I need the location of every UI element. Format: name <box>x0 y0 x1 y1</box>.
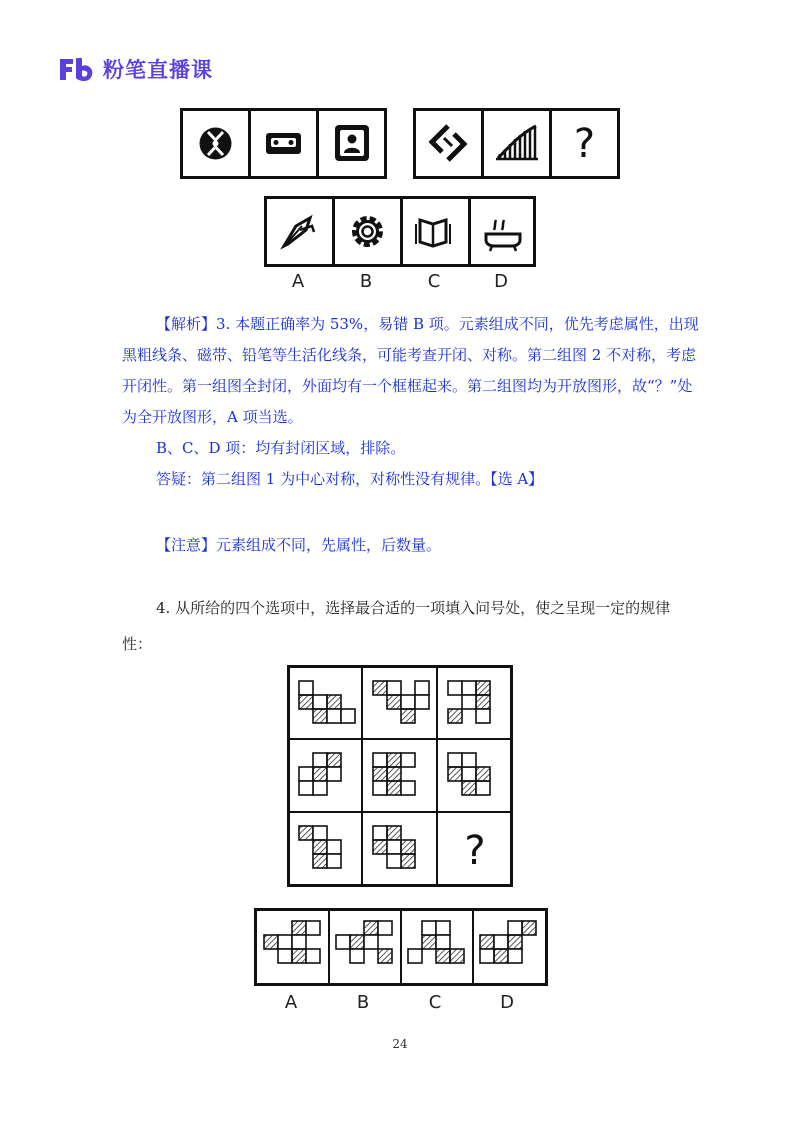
figure-square <box>264 935 278 949</box>
figure-square <box>378 921 392 935</box>
figure-square <box>401 854 415 868</box>
figure-square <box>327 753 341 767</box>
q3-option-b-label: B <box>359 271 373 292</box>
analysis-note: 【注意】元素组成不同，先属性，后数量。 <box>156 536 442 554</box>
figure-square <box>373 781 387 795</box>
figure-square <box>508 949 522 963</box>
figure-square <box>373 840 387 854</box>
figure-square <box>313 709 327 723</box>
figure-square <box>462 781 476 795</box>
figure-square <box>436 921 450 935</box>
figure-square <box>313 753 327 767</box>
figure-square <box>401 753 415 767</box>
q3-option-c-label: C <box>427 271 441 292</box>
figure-square <box>387 695 401 709</box>
figure-square <box>387 767 401 781</box>
figure-square <box>278 949 292 963</box>
figure-square <box>341 709 355 723</box>
figure-square <box>408 949 422 963</box>
q3-question-mark: ? <box>573 121 596 167</box>
figure-square <box>508 921 522 935</box>
figure-square <box>415 681 429 695</box>
figure-square <box>462 681 476 695</box>
fb-logo-icon <box>57 55 95 83</box>
q4-option-c-label: C <box>428 992 442 1013</box>
figure-square <box>462 695 476 709</box>
figure-square <box>327 709 341 723</box>
figure-square <box>476 681 490 695</box>
question-4-text: 4. 从所给的四个选项中，选择最合适的一项填入问号处，使之呈现一定的规律性： <box>122 599 671 653</box>
figure-square <box>373 767 387 781</box>
figure-square <box>401 695 415 709</box>
figure-square <box>313 840 327 854</box>
figure-square <box>336 935 350 949</box>
figure-square <box>299 695 313 709</box>
q3-option-d-label: D <box>494 271 508 292</box>
figure-square <box>299 826 313 840</box>
figure-square <box>387 826 401 840</box>
figure-square <box>494 949 508 963</box>
figure-square <box>378 949 392 963</box>
figure-square <box>306 949 320 963</box>
figure-square <box>401 709 415 723</box>
q3-group1 <box>182 110 386 178</box>
analysis-paragraph: 【解析】3. 本题正确率为 53%，易错 B 项。元素组成不同，优先考虑属性，出现黑粗线条、磁带、铅笔等生活化线条，可能考查开闭、对称。第二组图 2 不对称，考虑开闭性。第一组图全封闭，外面均有一个框框起来。第二组图均为开放图形，故“？”处为全开放图形，A 项当选。 <box>122 315 699 426</box>
figure-square <box>373 681 387 695</box>
figure-square <box>387 753 401 767</box>
figure-square <box>422 935 436 949</box>
figure-square <box>278 935 292 949</box>
figure-square <box>327 840 341 854</box>
figure-square <box>313 767 327 781</box>
figure-square <box>364 935 378 949</box>
figure-square <box>327 695 341 709</box>
figure-square <box>313 826 327 840</box>
q3-options <box>264 196 536 268</box>
figure-square <box>448 709 462 723</box>
figure-square <box>299 767 313 781</box>
open-book-icon <box>416 220 450 246</box>
figure-square <box>462 767 476 781</box>
figure-square <box>306 921 320 935</box>
brand-logo <box>57 54 213 84</box>
figure-square <box>313 854 327 868</box>
figure-square <box>299 681 313 695</box>
q4-options <box>254 908 548 986</box>
figure-square <box>327 854 341 868</box>
figure-square <box>401 840 415 854</box>
figure-square <box>480 935 494 949</box>
figure-square <box>448 767 462 781</box>
figure-square <box>292 921 306 935</box>
figure-square <box>476 781 490 795</box>
figure-square <box>448 753 462 767</box>
contact-card-icon <box>335 125 369 161</box>
settings-cross-icon <box>200 128 232 160</box>
figure-square <box>415 695 429 709</box>
figure-square <box>313 695 327 709</box>
figure-square <box>422 921 436 935</box>
figure-square <box>364 921 378 935</box>
figure-square <box>508 935 522 949</box>
figure-square <box>462 753 476 767</box>
figure-square <box>327 767 341 781</box>
figure-square <box>373 753 387 767</box>
figure-square <box>387 781 401 795</box>
figure-square <box>292 935 306 949</box>
cassette-tape-icon <box>266 133 301 154</box>
figure-square <box>494 935 508 949</box>
figure-square <box>292 949 306 963</box>
q3-figure-groups <box>180 108 620 180</box>
brand-name: 粉笔直播课 <box>103 58 213 82</box>
figure-square <box>299 781 313 795</box>
figure-square <box>480 949 494 963</box>
figure-square <box>313 781 327 795</box>
q3-group2 <box>415 110 619 178</box>
q4-option-d-label: D <box>500 992 514 1013</box>
figure-square <box>476 695 490 709</box>
q3-option-a-label: A <box>291 271 305 292</box>
q4-question-mark: ? <box>464 828 486 874</box>
q4-option-a-label: A <box>284 992 298 1013</box>
figure-square <box>387 854 401 868</box>
figure-square <box>448 681 462 695</box>
page-number: 24 <box>392 1037 408 1051</box>
figure-square <box>350 949 364 963</box>
analysis-faq: 答疑：第二组图 1 为中心对称，对称性没有规律。【选 A】 <box>156 470 544 488</box>
figure-square <box>476 709 490 723</box>
figure-square <box>476 767 490 781</box>
figure-square <box>436 935 450 949</box>
q4-matrix <box>287 665 513 887</box>
figure-square <box>401 781 415 795</box>
figure-square <box>436 949 450 963</box>
figure-square <box>373 826 387 840</box>
figure-square <box>387 681 401 695</box>
figure-square <box>350 935 364 949</box>
analysis-exclusion: B、C、D 项：均有封闭区域，排除。 <box>156 439 406 457</box>
figure-square <box>387 840 401 854</box>
q4-option-b-label: B <box>356 992 370 1013</box>
figure-square <box>450 949 464 963</box>
figure-square <box>522 921 536 935</box>
